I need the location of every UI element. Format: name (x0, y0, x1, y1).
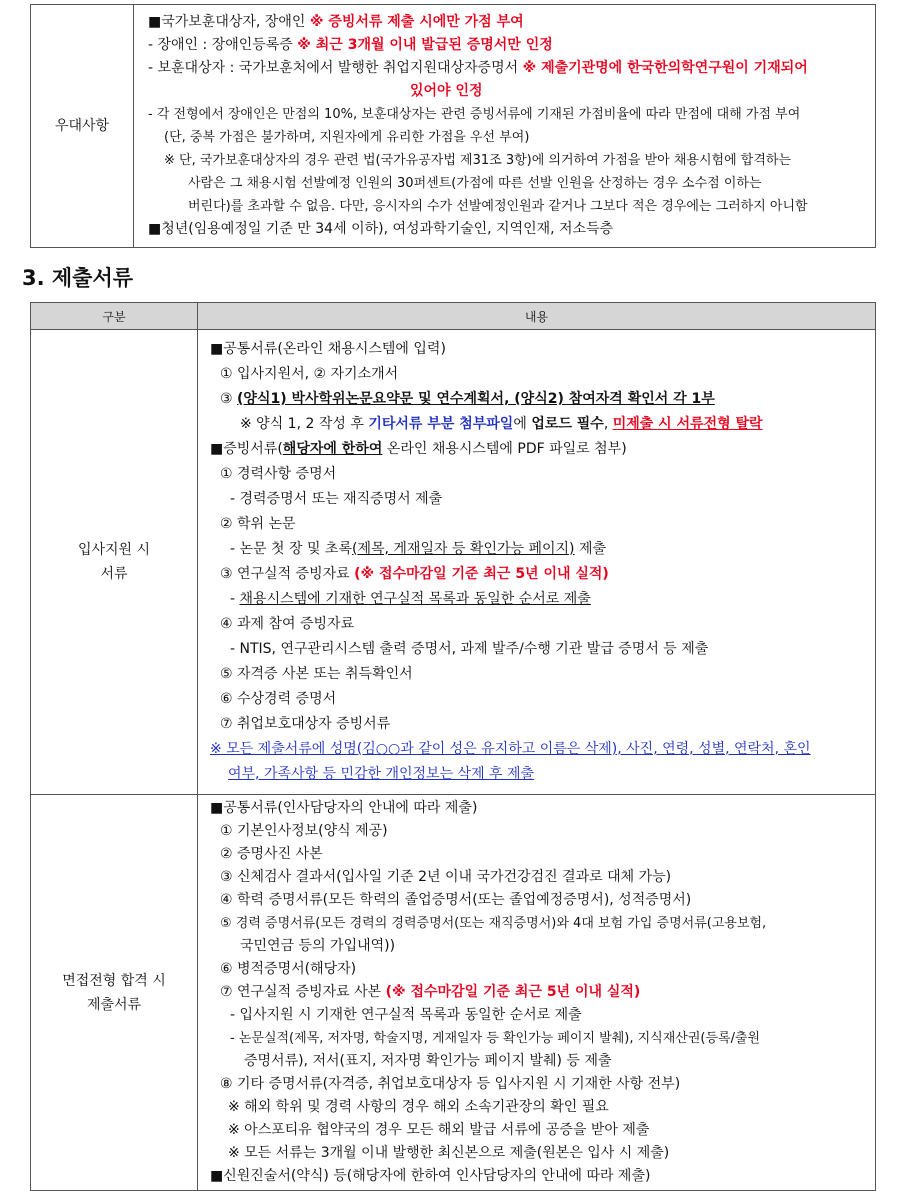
r1-l17: ※ 모든 제출서류에 성명(김○○과 같이 성은 유지하고 이름은 삭제), 사진, 연령, 성별, 연락처, 혼인 (210, 741, 811, 757)
col-header-category: 구분 (31, 303, 198, 330)
pref-line-7: ※ 단, 국가보훈대상자의 경우 관련 법(국가유공자법 제31조 3항)에 의거하여 가점을 받아 채용시험에 합격하는 (164, 153, 792, 168)
preference-table (30, 4, 876, 248)
r1-l12: ④ 과제 참여 증빙자료 (220, 616, 355, 632)
row1-label-b: 서류 (100, 566, 128, 582)
row2-label (31, 795, 198, 1191)
row2-label-a: 면접전형 합격 시 (62, 972, 166, 989)
section-heading: 3. 제출서류 (22, 266, 134, 290)
r1-l4e: , (603, 416, 613, 432)
preference-label: 우대사항 (31, 5, 134, 248)
pref-note-3: ※ 제출기관명에 한국한의학연구원이 기재되어 (522, 60, 808, 76)
r1-l4b: 기타서류 부분 첨부파일 (368, 416, 514, 432)
r2-l13: ⑧ 기타 증명서류(자격증, 취업보호대상자 등 입사지원 시 기재한 사항 전부) (220, 1076, 681, 1092)
r1-l13: - NTIS, 연구관리시스템 출력 증명서, 과제 발주/수행 기관 발급 증명서 등 제출 (230, 641, 709, 657)
row1-content (198, 330, 876, 795)
row1-label-a: 입사지원 시 (77, 542, 151, 558)
r1-l16: ⑦ 취업보호대상자 증빙서류 (220, 716, 391, 732)
pref-line-10: ■청년(임용예정일 기준 만 34세 이하), 여성과학기술인, 지역인재, 저소득층 (148, 221, 614, 237)
r1-l11b: 채용시스템에 기재한 연구실적 목록과 동일한 순서로 제출 (239, 591, 591, 607)
r1-l9b: (제목, 게재일자 등 확인가능 페이지) (351, 541, 575, 557)
r1-l8: ② 학위 논문 (220, 516, 296, 532)
r2-l9a: ⑦ 연구실적 증빙자료 사본 (220, 984, 386, 1000)
r1-l2: ① 입사지원서, ② 자기소개서 (220, 366, 399, 382)
r2-l10: - 입사지원 시 기재한 연구실적 목록과 동일한 순서로 제출 (230, 1007, 582, 1023)
r2-l6: ⑤ 경력 증명서류(모든 경력의 경력증명서(또는 재직증명서)와 4대 보험 가입 증명서류(고용보험, (220, 916, 767, 931)
r1-l10a: ③ 연구실적 증빙자료 (220, 566, 355, 582)
pref-note-1: ※ 증빙서류 제출 시에만 가점 부여 (309, 14, 524, 30)
r2-l4: ③ 신체검사 결과서(입사일 기준 2년 이내 국가건강검진 결과로 대체 가능) (220, 869, 672, 885)
r1-l6: ① 경력사항 증명서 (220, 466, 337, 482)
pref-note-2: ※ 최근 3개월 이내 발급된 증명서만 인정 (297, 37, 553, 53)
r1-l14: ⑤ 자격증 사본 또는 취득확인서 (220, 666, 413, 682)
preference-content (134, 5, 876, 248)
r1-l3a: ③ (220, 391, 238, 407)
r1-l9c: 제출 (574, 541, 606, 557)
r1-l4f: 미제출 시 서류전형 탈락 (612, 416, 763, 432)
r2-l16: ※ 모든 서류는 3개월 이내 발행한 최신본으로 제출(원본은 입사 시 제출) (228, 1145, 670, 1161)
col-header-content: 내용 (198, 303, 876, 330)
pref-line-9: 버린다)를 초과할 수 없음. 다만, 응시자의 수가 선발예정인원과 같거나 그보다 적은 경우에는 그러하지 아니함 (188, 199, 808, 214)
r2-l14: ※ 해외 학위 및 경력 사항의 경우 해외 소속기관장의 확인 필요 (228, 1099, 609, 1115)
r2-l5: ④ 학력 증명서류(모든 학력의 졸업증명서(또는 졸업예정증명서), 성적증명서) (220, 892, 692, 908)
pref-line-3: - 보훈대상자 : 국가보훈처에서 발행한 취업지원대상자증명서 (148, 60, 523, 76)
pref-note-3b: 있어야 인정 (410, 83, 483, 99)
r1-l4d: 업로드 필수 (531, 416, 604, 432)
documents-table (30, 302, 876, 1191)
r1-l7: - 경력증명서 또는 재직증명서 제출 (230, 491, 443, 507)
r2-l8: ⑥ 병적증명서(해당자) (220, 961, 357, 977)
r2-l2: ① 기본인사정보(양식 제공) (220, 823, 388, 839)
r1-l15: ⑥ 수상경력 증명서 (220, 691, 337, 707)
r1-l18: 여부, 가족사항 등 민감한 개인정보는 삭제 후 제출 (228, 766, 535, 782)
r1-l4a: ※ 양식 1, 2 작성 후 (240, 416, 369, 432)
r2-l15: ※ 아스포티유 협약국의 경우 모든 해외 발급 서류에 공증을 받아 제출 (228, 1122, 650, 1138)
row2-label-b: 제출서류 (86, 996, 142, 1013)
pref-line-5: - 각 전형에서 장애인은 만점의 10%, 보훈대상자는 관련 증빙서류에 기재된 가점비율에 따라 만점에 대해 가점 부여 (148, 107, 801, 122)
r1-l5c: 온라인 채용시스템에 PDF 파일로 첨부) (382, 441, 627, 457)
r1-l4c: 에 (513, 416, 532, 432)
pref-line-2: - 장애인 : 장애인등록증 (148, 37, 298, 53)
r1-l10b: (※ 접수마감일 기준 최근 5년 이내 실적) (354, 566, 609, 582)
r2-l11: - 논문실적(제목, 저자명, 학술지명, 게재일자 등 확인가능 페이지 발췌), 지식재산권(등록/출원 (230, 1031, 761, 1046)
r2-l1: ■공통서류(인사담당자의 안내에 따라 제출) (210, 800, 478, 816)
row2-content (198, 795, 876, 1191)
r2-l12: 증명서류), 저서(표지, 저자명 확인가능 페이지 발췌) 등 제출 (244, 1053, 612, 1069)
r2-l3: ② 증명사진 사본 (220, 846, 323, 862)
r1-l5a: ■증빙서류( (210, 441, 283, 457)
pref-line-6: (단, 중복 가점은 불가하며, 지원자에게 유리한 가점을 우선 부여) (164, 130, 530, 145)
r2-l7: 국민연금 등의 가입내역)) (240, 938, 396, 954)
r2-l17: ■신원진술서(약식) 등(해당자에 한하여 인사담당자의 안내에 따라 제출) (210, 1168, 651, 1184)
pref-line-1: ■국가보훈대상자, 장애인 (148, 14, 310, 30)
r1-l1: ■공통서류(온라인 채용시스템에 입력) (210, 341, 446, 357)
r2-l9b: (※ 접수마감일 기준 최근 5년 이내 실적) (385, 984, 641, 1000)
r1-l5b: 해당자에 한하여 (282, 441, 383, 457)
r1-l9a: - 논문 첫 장 및 초록 (230, 541, 352, 557)
r1-l3b: (양식1) 박사학위논문요약문 및 연수계획서, (양식2) 참여자격 확인서 각 1부 (237, 391, 715, 407)
pref-line-8: 사람은 그 채용시험 선발예정 인원의 30퍼센트(가점에 따른 선발 인원을 산정하는 경우 소수점 이하는 (188, 176, 762, 191)
row1-label (31, 330, 198, 795)
r1-l11a: - (230, 591, 240, 607)
